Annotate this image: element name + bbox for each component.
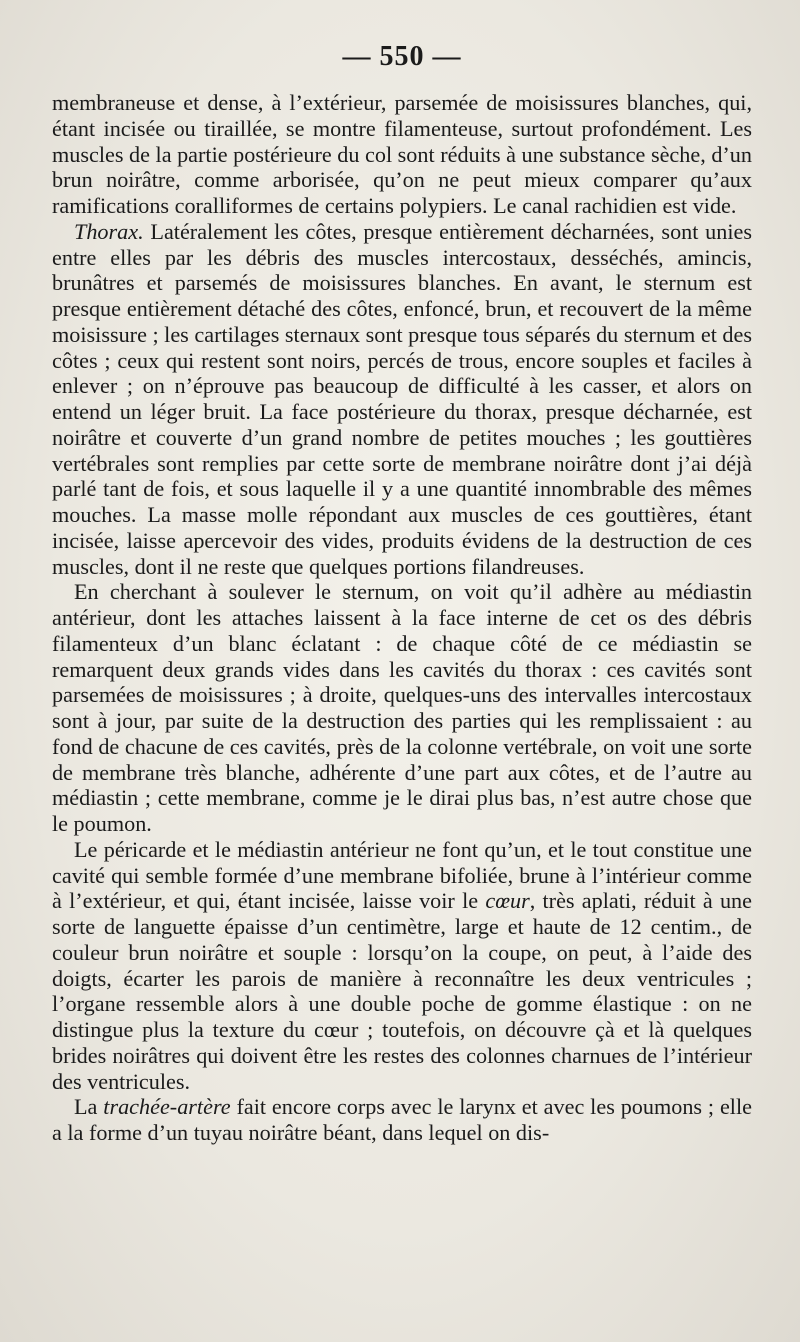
text-run: Latéralement les côtes, presque entièrement décharnées, sont unies entre elles par les débris des muscles intercostaux, desséchés, amincis, brunâtres et parsemés de moisissures blanches. En avant, le sternum est presque entièrement détaché des côtes, enfoncé, brun, et recouvert de la même moisissure ; les cartilages sternaux sont presque tous séparés du sternum et des côtes ; ceux qui restent sont noirs, percés de trous, encore souples et faciles à enlever ; on n’éprouve pas beaucoup de difficulté à les casser, et alors on entend un léger bruit. La face postérieure du thorax, presque décharnée, est noirâtre et couverte d’un grand nombre de petites mouches ; les gouttières vertébrales sont remplies par cette sorte de membrane noirâtre dont j’ai déjà parlé tant de fois, et sous laquelle il y a une quantité innombrable des mêmes mouches. La masse molle répondant aux muscles de ces gouttières, étant incisée, laisse apercevoir des vides, produits évidens de la destruction de ces muscles, dont il ne reste que quelques portions filandreuses. (52, 218, 752, 579)
paragraph-1 (52, 90, 752, 219)
paragraph-4 (52, 837, 752, 1095)
italic-term: cœur (485, 888, 530, 914)
page-number: — 550 — (342, 41, 462, 72)
text-run: Le péricarde et le médiastin antérieur ne font qu’un, et le tout constitue une cavité qui semble formée d’une membrane bifoliée, brune à l’intérieur comme à l’extérieur, et qui, étant incisée, laisse voir le (52, 836, 752, 914)
text-run: La (74, 1094, 104, 1120)
text-run: En cherchant à soulever le sternum, on voit qu’il adhère au médiastin antérieur, dont les attaches laissent à la face interne de cet os des débris filamenteux d’un blanc éclatant : de chaque côté de ce médiastin se remarquent deux grands vides dans les cavités du thorax : ces cavités sont parsemées de moisissures ; à droite, quelques-uns des intervalles intercostaux sont à jour, par suite de la destruction des parties qui les remplissaient : au fond de chacune de ces cavités, près de la colonne vertébrale, on voit une sorte de membrane très blanche, adhérente d’une part aux côtes, et de l’autre au médiastin ; cette membrane, comme je le dirai plus bas, n’est autre chose que le poumon. (52, 579, 752, 836)
text-run: fait encore corps avec le larynx et avec les poumons ; elle a la forme d’un tuyau noirâtre béant, dans lequel on dis- (52, 1094, 752, 1145)
section-heading-thorax: Thorax. (74, 218, 144, 244)
paragraph-thorax (52, 219, 752, 580)
paragraph-3 (52, 579, 752, 837)
text-run: , très aplati, réduit à une sorte de languette épaisse d’un centimètre, large et haute de 12 centim., de couleur brun noirâtre et souple : lorsqu’on la coupe, on peut, à l’aide des doigts, écarter les parois de manière à reconnaître les deux ventricules ; l’organe ressemble alors à une double poche de gomme élastique : on ne distingue plus la texture du cœur ; toutefois, on découvre çà et là quelques brides noirâtres qui doivent être les restes des colonnes charnues de l’intérieur des ventricules. (52, 888, 752, 1094)
paragraph-5 (52, 1094, 752, 1146)
italic-term: trachée-artère (103, 1094, 231, 1120)
text-run: membraneuse et dense, à l’extérieur, parsemée de moisissures blanches, qui, étant incisée ou tiraillée, se montre filamenteuse, surtout profondément. Les muscles de la partie postérieure du col sont réduits à une substance sèche, d’un brun noirâtre, comme arborisée, qu’on ne peut mieux comparer qu’aux ramifications coralliformes de certains polypiers. Le canal rachidien est vide. (52, 90, 752, 218)
